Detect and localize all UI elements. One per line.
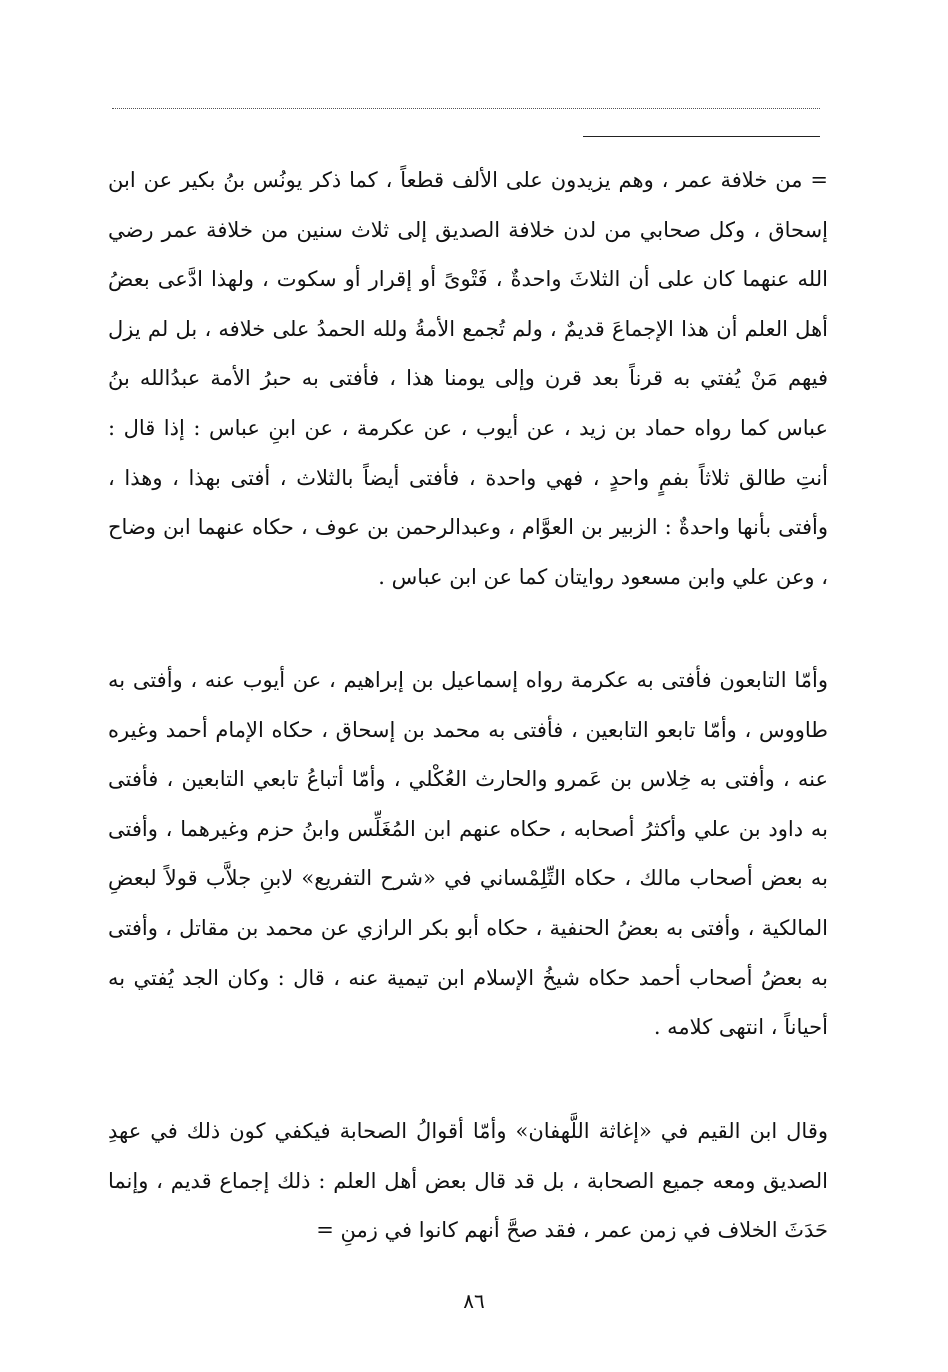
footnote-paragraph-1 [108,156,828,602]
paragraph-text: وقال ابن القيم في «إغاثة اللَّهفان» وأمّا أقوالُ الصحابة فيكفي كون ذلك في عهدِ الصديق ومعه جميع الصحابة ، بل قد قال بعض أهل العلم : ذلك إجماع قديم ، وإنما حَدَثَ الخلاف في زمن عمر ، فقد صحَّ أنهم كانوا في زمنِ = [108,1119,828,1243]
paragraph-text: = من خلافة عمر ، وهم يزيدون على الألف قطعاً ، كما ذكر يونُس بنُ بكير عن ابن إسحاق ، وكل صحابي من لدن خلافة الصديق إلى ثلاث سنين من خلافة عمر رضي الله عنهما كان على أن الثلاثَ واحدةٌ ، فَتْوىً أو إقرار أو سكوت ، ولهذا ادَّعى بعضُ أهل العلم أن هذا الإجماعَ قديمٌ ، ولم تُجمع الأمةُ ولله الحمدُ على خلافه ، بل لم يزل فيهم مَنْ يُفتي به قرناً بعد قرن وإلى يومنا هذا ، فأفتى به حبرُ الأمة عبدُالله بنُ عباس كما رواه حماد بن زيد ، عن أيوب ، عن عكرمة ، عن ابنِ عباس : إذا قال : أنتِ طالق ثلاثاً بفمٍ واحدٍ ، فهي واحدة ، فأفتى أيضاً بالثلاث ، أفتى بهذا ، وهذا ، وأفتى بأنها واحدةٌ : الزبير بن العوَّام ، وعبدالرحمن بن عوف ، حكاه عنهما ابن وضاح ، وعن علي وابن مسعود روايتان كما عن ابن عباس . [108,168,828,589]
footnote-separator-rule [583,136,820,137]
header-dotted-rule [112,108,820,109]
footnote-paragraph-2 [108,656,828,1053]
paragraph-text: وأمّا التابعون فأفتى به عكرمة رواه إسماعيل بن إبراهيم ، عن أيوب عنه ، وأفتى به طاووس ، وأمّا تابعو التابعين ، فأفتى به محمد بن إسحاق ، حكاه الإمام أحمد وغيره عنه ، وأفتى به خِلاس بن عَمرو والحارث العُكْلي ، وأمّا أتباعُ تابعي التابعين ، فأفتى به داود بن علي وأكثرُ أصحابه ، حكاه عنهم ابن المُغَلِّس وابنُ حزم وغيرهما ، وأفتى به بعض أصحاب مالك ، حكاه التِّلِمْساني في «شرح التفريع» لابنِ جلاَّب قولاً لبعضِ المالكية ، وأفتى به بعضُ الحنفية ، حكاه أبو بكر الرازي عن محمد بن مقاتل ، وأفتى به بعضُ أصحاب أحمد حكاه شيخُ الإسلام ابن تيمية عنه ، قال : وكان الجد يُفتي به أحياناً ، انتهى كلامه . [108,668,829,1040]
footnote-paragraph-3 [108,1107,828,1256]
page-number: ٨٦ [463,1289,485,1313]
